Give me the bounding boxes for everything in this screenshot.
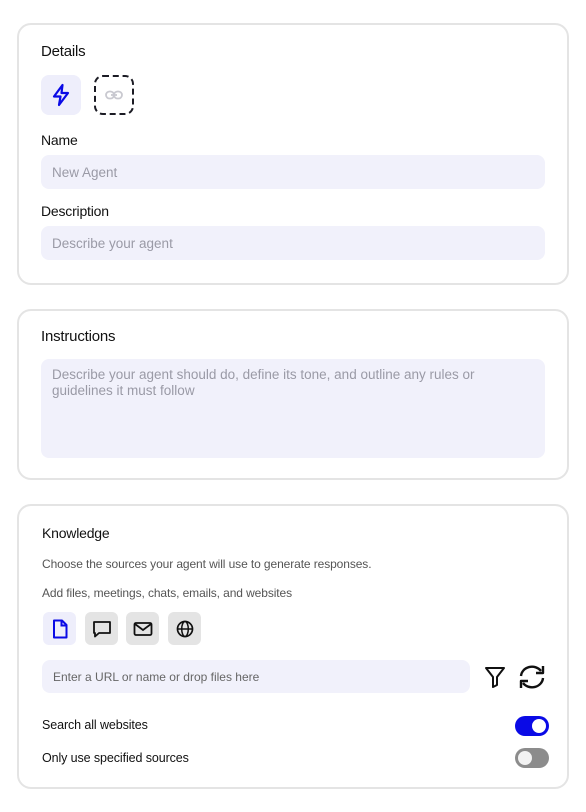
description-input[interactable] [41, 226, 545, 260]
instructions-placeholder: Describe your agent should do, define its tone, and outline any rules or guidelines it must follow [52, 367, 475, 398]
description-label: Description [41, 203, 109, 219]
refresh-icon [516, 663, 548, 691]
source-websites-button[interactable] [168, 612, 201, 645]
details-title: Details [41, 43, 86, 60]
details-card [17, 23, 569, 285]
only-specified-sources-label: Only use specified sources [42, 751, 189, 765]
globe-icon [176, 620, 194, 638]
knowledge-description: Choose the sources your agent will use to generate responses. [42, 557, 372, 571]
name-label: Name [41, 132, 78, 148]
lightning-icon [50, 83, 72, 107]
filter-icon [484, 665, 506, 689]
instructions-card [17, 309, 569, 480]
knowledge-add-hint: Add files, meetings, chats, emails, and websites [42, 586, 292, 600]
refresh-button[interactable] [516, 663, 548, 696]
name-input[interactable] [41, 155, 545, 189]
filter-button[interactable] [484, 665, 506, 694]
source-chats-button[interactable] [85, 612, 118, 645]
agent-icon-button[interactable] [41, 75, 81, 115]
instructions-textarea[interactable] [41, 359, 545, 458]
toggle-knob [518, 751, 532, 765]
file-icon [52, 619, 68, 639]
url-placeholder: Enter a URL or name or drop files here [53, 669, 260, 684]
knowledge-title: Knowledge [42, 525, 110, 541]
chat-icon [92, 620, 112, 638]
instructions-title: Instructions [41, 328, 116, 345]
url-input[interactable] [42, 660, 470, 693]
knowledge-card [17, 504, 569, 789]
source-files-button[interactable] [43, 612, 76, 645]
description-placeholder: Describe your agent [52, 235, 173, 251]
email-icon [133, 621, 153, 637]
search-all-websites-label: Search all websites [42, 718, 148, 732]
toggle-knob [532, 719, 546, 733]
link-icon [105, 89, 123, 101]
link-icon-button[interactable] [94, 75, 134, 115]
name-placeholder: New Agent [52, 164, 118, 180]
source-emails-button[interactable] [126, 612, 159, 645]
search-all-websites-toggle[interactable] [515, 716, 549, 736]
only-specified-sources-toggle[interactable] [515, 748, 549, 768]
